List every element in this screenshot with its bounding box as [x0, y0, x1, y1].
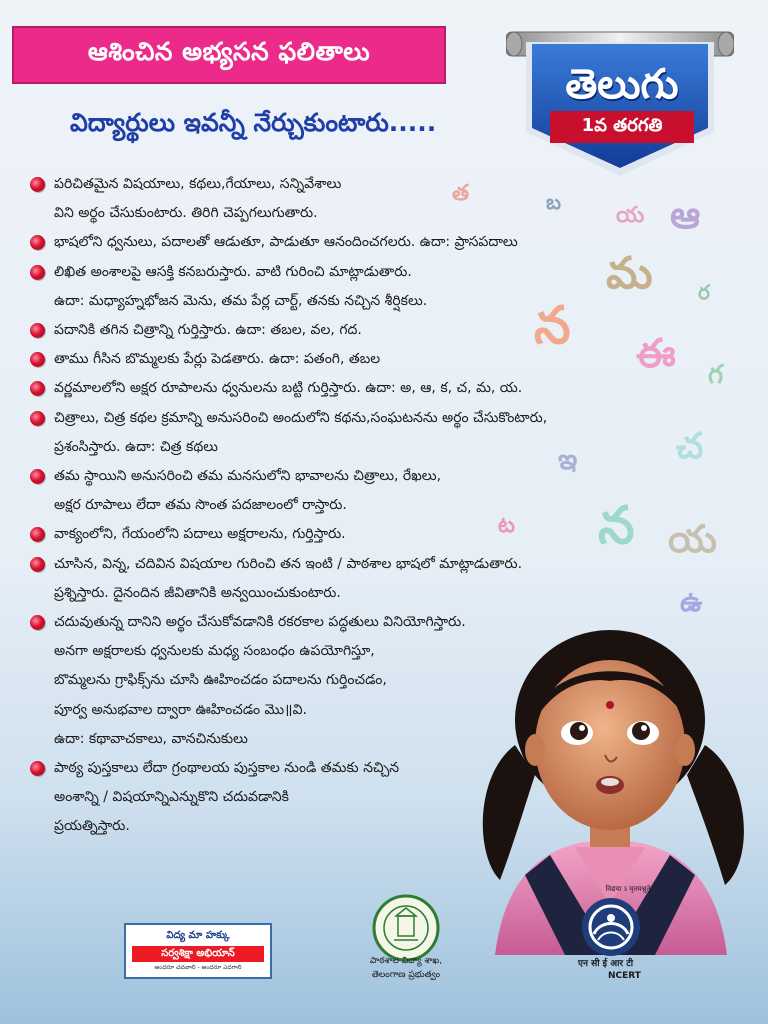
deco-letter: య [668, 516, 717, 561]
outcome-line: అక్షర రూపాలు లేదా తమ సొంత పదజాలంలో రాస్తారు. [54, 497, 347, 514]
deco-letter: మ [606, 248, 653, 299]
deco-letter: బ [546, 190, 561, 214]
list-item [28, 374, 678, 403]
deco-letter: చ [676, 425, 704, 467]
deco-letter: న [534, 295, 571, 356]
grade-label: 1వ తరగతి [550, 111, 694, 143]
bullet-icon [30, 352, 45, 367]
list-item [28, 345, 678, 374]
outcome-line: ప్రయత్నిస్తారు. [54, 818, 130, 835]
list-item [28, 258, 678, 316]
logo-line: విద్య మా హక్కు [166, 930, 230, 941]
list-item [28, 228, 678, 257]
ncert-label [578, 958, 678, 982]
deco-letter: ఆ [670, 192, 701, 237]
list-item [28, 520, 678, 549]
bullet-icon [30, 411, 45, 426]
outcome-line: చూసిన, విన్న, చదివిన విషయాల గురించి తన ఇంటి / పాఠశాల భాషలో మాట్లాడుతారు. [54, 555, 523, 572]
outcome-line: తమ స్థాయిని అనుసరించి తమ మనసులోని భావాలను చిత్రాలు, రేఖలు, [54, 468, 442, 485]
deco-letter: య [616, 202, 645, 228]
bullet-icon [30, 761, 45, 776]
deco-letter: ఉ [680, 585, 703, 618]
ncert-motto: विद्यया ऽ मृतमश्नुते [605, 885, 651, 893]
deco-letter: గ [708, 360, 724, 390]
bullet-icon [30, 615, 45, 630]
outcome-line: ప్రశంసిస్తారు. ఉదా: చిత్ర కథలు [54, 438, 218, 455]
outcome-line: అంశాన్ని / విషయాన్నిఎన్నుకొని చదువడానికి [54, 789, 289, 806]
deco-letter: ఈ [636, 330, 676, 377]
outcome-line: అనగా అక్షరాలకు ధ్వనులకు మధ్య సంబంధం ఉపయోగిస్తూ, [54, 643, 375, 660]
outcome-line: భాషలోని ధ్వనులు, పదాలతో ఆడుతూ, పాడుతూ ఆనందించగలరు. ఉదా: ప్రాసపదాలు [54, 234, 518, 251]
ncert-logo-icon [580, 896, 642, 958]
outcome-line: విని అర్థం చేసుకుంటారు. తిరిగి చెప్పగలుగుతారు. [54, 205, 318, 222]
list-item [28, 316, 678, 345]
outcome-line: పరిచితమైన విషయాలు, కథలు,గేయాలు, సన్నివేశాలు [54, 176, 342, 192]
deco-letter: త [452, 180, 470, 206]
department-line: తెలంగాణ ప్రభుత్వం [371, 970, 441, 980]
bullet-icon [30, 235, 45, 250]
outcome-line: వాక్యంలోని, గేయంలోని పదాలు అక్షరాలను, గుర్తిస్తారు. [54, 526, 346, 543]
bullet-icon [30, 557, 45, 572]
bullet-icon [30, 323, 45, 338]
outcome-line: లిఖిత అంశాలపై ఆసక్తి కనబరుస్తారు. వాటి గురించి మాట్లాడుతారు. [54, 263, 412, 280]
ncert-line: एन सी ई आर टी [578, 959, 634, 969]
logo-line: అందరూ చదవాలి - అందరూ ఎదగాలి [154, 964, 242, 971]
subject-title: తెలుగు [565, 60, 679, 108]
outcome-line: వర్ణమాలలోని అక్షర రూపాలను ధ్వనులను బట్టి గుర్తిస్తారు. ఉదా: అ, ఆ, క, చ, మ, య. [54, 380, 523, 397]
deco-letter: ఇ [558, 443, 578, 476]
bullet-icon [30, 381, 45, 396]
outcome-line: పాఠ్య పుస్తకాలు లేదా గ్రంథాలయ పుస్తకాల నుండి తమకు నచ్చిన [54, 760, 400, 777]
outcome-line: చిత్రాలు, చిత్ర కథల క్రమాన్ని అనుసరించి అందులోని కథను,సంఘటనను అర్థం చేసుకొంటారు, [54, 409, 548, 426]
outcome-line: ప్రశ్నిస్తారు. దైనందిన జీవితానికి అన్వయించుకుంటారు. [54, 584, 341, 601]
deco-letter: ట [498, 512, 515, 538]
ncert-line: NCERT [608, 971, 641, 981]
page-title: ఆశించిన అభ్యసన ఫలితాలు [87, 37, 371, 66]
department-line: పాఠశాల విద్యా శాఖ, [369, 956, 443, 966]
bullet-icon [30, 469, 45, 484]
list-item [28, 550, 678, 608]
page-subtitle: విద్యార్థులు ఇవన్నీ నేర్చుకుంటారు..... [70, 108, 437, 137]
telangana-emblem-icon [372, 894, 440, 962]
list-item [28, 404, 678, 462]
bullet-icon [30, 177, 45, 192]
deco-letter: ర [698, 280, 710, 304]
outcome-line: చదువుతున్న దానిని అర్థం చేసుకోవడానికి రకరకాల పద్ధతులు వినియోగిస్తారు. [54, 614, 466, 631]
outcome-line: ఉదా: కథావాచకాలు, వానచినుకులు [54, 730, 248, 747]
outcome-line: బొమ్మలను గ్రాఫిక్స్‌ను చూసి ఊహించడం పదాలను గుర్తించడం, [54, 672, 387, 689]
outcome-line: తాము గీసిన బొమ్మలకు పేర్లు పెడతారు. ఉదా: పతంగి, తబల [54, 351, 381, 368]
header-banner [12, 26, 446, 84]
deco-letter: న [598, 495, 635, 556]
sarva-shiksha-logo [124, 923, 272, 979]
outcome-line: ఉదా: మధ్యాహ్నభోజన మెను, తమ పేర్ల చార్ట్, తనకు నచ్చిన శీర్షికలు. [54, 292, 428, 309]
logo-line: సర్వశిక్షా అభియాన్ [132, 946, 264, 962]
list-item [28, 170, 678, 228]
list-item [28, 462, 678, 520]
bullet-icon [30, 527, 45, 542]
bullet-icon [30, 265, 45, 280]
department-label [348, 954, 464, 982]
outcome-line: పూర్వ అనుభవాల ద్వారా ఊహించడం మొ॥వి. [54, 701, 307, 718]
outcome-line: పదానికి తగిన చిత్రాన్ని గుర్తిస్తారు. ఉదా: తబల, వల, గద. [54, 322, 362, 339]
